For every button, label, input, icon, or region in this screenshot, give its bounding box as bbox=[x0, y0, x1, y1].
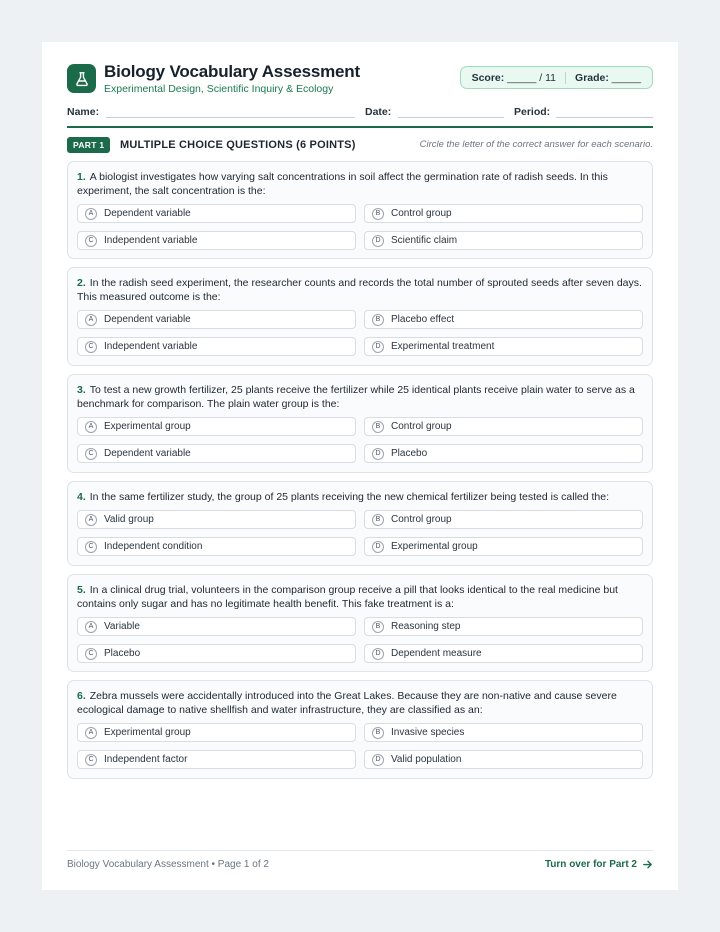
turn-over-link[interactable] bbox=[545, 859, 653, 870]
option-text: Reasoning step bbox=[391, 621, 461, 632]
question-card-6 bbox=[67, 680, 653, 779]
question-text bbox=[77, 689, 645, 717]
option-text: Dependent variable bbox=[104, 314, 191, 325]
option-text: Experimental group bbox=[104, 421, 191, 432]
option-letter: B bbox=[372, 314, 384, 326]
question-number: 6. bbox=[77, 690, 86, 702]
question-card-1 bbox=[67, 161, 653, 259]
option-text: Experimental group bbox=[104, 727, 191, 738]
score-blank: _____ / 11 bbox=[507, 71, 557, 84]
question-prompt: In a clinical drug trial, volunteers in the comparison group receive a pill that looks identical to the real medicine but contains only sugar and has no legitimate health benefit. This fake treatment is a: bbox=[77, 584, 618, 610]
option-letter: B bbox=[372, 621, 384, 633]
grade-label: Grade: bbox=[575, 71, 609, 84]
option-a[interactable] bbox=[77, 617, 356, 636]
option-text: Control group bbox=[391, 208, 452, 219]
turn-over-label: Turn over for Part 2 bbox=[544, 859, 637, 870]
option-c[interactable] bbox=[77, 644, 356, 663]
part-badge: PART 1 bbox=[67, 137, 110, 153]
option-letter: D bbox=[372, 754, 384, 766]
question-card-4 bbox=[67, 481, 653, 566]
option-letter: B bbox=[372, 208, 384, 220]
option-text: Independent condition bbox=[104, 541, 203, 552]
option-text: Dependent variable bbox=[104, 448, 191, 459]
option-letter: D bbox=[372, 341, 384, 353]
flask-icon bbox=[67, 64, 96, 93]
option-letter: B bbox=[372, 421, 384, 433]
part-instruction: Circle the letter of the correct answer for each scenario. bbox=[419, 139, 653, 150]
question-prompt: A biologist investigates how varying salt concentrations in soil affect the germination rate of radish seeds. In this experiment, the salt concentration is the: bbox=[77, 171, 608, 197]
question-number: 5. bbox=[77, 584, 86, 596]
option-letter: A bbox=[85, 727, 97, 739]
option-text: Scientific claim bbox=[391, 235, 458, 246]
date-label: Date: bbox=[365, 106, 392, 118]
question-number: 2. bbox=[77, 277, 86, 289]
option-text: Valid group bbox=[104, 514, 154, 525]
option-d[interactable] bbox=[364, 444, 643, 463]
option-text: Invasive species bbox=[391, 727, 465, 738]
option-letter: A bbox=[85, 208, 97, 220]
part-title: MULTIPLE CHOICE QUESTIONS (6 POINTS) bbox=[120, 139, 356, 151]
option-letter: B bbox=[372, 727, 384, 739]
option-letter: C bbox=[85, 341, 97, 353]
option-letter: A bbox=[85, 621, 97, 633]
option-d[interactable] bbox=[364, 537, 643, 556]
option-d[interactable] bbox=[364, 337, 643, 356]
question-prompt: To test a new growth fertilizer, 25 plants receive the fertilizer while 25 identical plants receive plain water to serve as a benchmark for comparison. The plain water group is the: bbox=[77, 384, 635, 410]
option-letter: A bbox=[85, 514, 97, 526]
question-number: 3. bbox=[77, 384, 86, 396]
period-line[interactable] bbox=[556, 117, 653, 118]
header bbox=[67, 62, 653, 102]
option-c[interactable] bbox=[77, 337, 356, 356]
question-text bbox=[77, 583, 645, 611]
footer-page-info: Biology Vocabulary Assessment • Page 1 of 2 bbox=[67, 859, 269, 870]
option-letter: A bbox=[85, 421, 97, 433]
option-text: Independent factor bbox=[104, 754, 188, 765]
option-b[interactable] bbox=[364, 510, 643, 529]
option-text: Placebo effect bbox=[391, 314, 455, 325]
option-c[interactable] bbox=[77, 444, 356, 463]
option-text: Valid population bbox=[391, 754, 462, 765]
option-d[interactable] bbox=[364, 750, 643, 769]
option-letter: C bbox=[85, 541, 97, 553]
option-a[interactable] bbox=[77, 510, 356, 529]
question-card-5 bbox=[67, 574, 653, 672]
option-letter: C bbox=[85, 448, 97, 460]
option-text: Experimental group bbox=[391, 541, 478, 552]
option-text: Variable bbox=[104, 621, 140, 632]
option-text: Placebo bbox=[391, 448, 428, 459]
option-text: Control group bbox=[391, 421, 452, 432]
option-letter: C bbox=[85, 235, 97, 247]
option-a[interactable] bbox=[77, 204, 356, 223]
arrow-right-icon bbox=[642, 859, 653, 870]
question-text bbox=[77, 170, 645, 198]
option-text: Independent variable bbox=[104, 235, 198, 246]
question-prompt: In the radish seed experiment, the researcher counts and records the total number of sprouted seeds after seven days. This measured outcome is the: bbox=[77, 277, 642, 303]
option-letter: C bbox=[85, 754, 97, 766]
option-letter: C bbox=[85, 648, 97, 660]
question-number: 4. bbox=[77, 491, 86, 503]
score-label: Score: bbox=[471, 71, 505, 84]
score-divider bbox=[565, 72, 566, 84]
option-a[interactable] bbox=[77, 723, 356, 742]
option-text: Dependent variable bbox=[104, 208, 191, 219]
question-number: 1. bbox=[77, 171, 86, 183]
option-letter: B bbox=[372, 514, 384, 526]
part-heading bbox=[67, 137, 653, 154]
question-card-3 bbox=[67, 374, 653, 473]
option-c[interactable] bbox=[77, 231, 356, 250]
option-text: Independent variable bbox=[104, 341, 198, 352]
question-text bbox=[77, 383, 645, 411]
date-line[interactable] bbox=[398, 117, 504, 118]
option-b[interactable] bbox=[364, 417, 643, 436]
option-text: Experimental treatment bbox=[391, 341, 495, 352]
option-letter: A bbox=[85, 314, 97, 326]
question-prompt: In the same fertilizer study, the group of 25 plants receiving the new chemical fertilizer being tested is called the: bbox=[89, 491, 610, 503]
option-text: Dependent measure bbox=[391, 648, 482, 659]
option-letter: D bbox=[372, 235, 384, 247]
option-text: Control group bbox=[391, 514, 452, 525]
header-divider bbox=[67, 126, 653, 128]
option-letter: D bbox=[372, 541, 384, 553]
page-subtitle: Experimental Design, Scientific Inquiry & Ecology bbox=[104, 83, 334, 95]
question-card-2 bbox=[67, 267, 653, 366]
option-d[interactable] bbox=[364, 644, 643, 663]
option-letter: D bbox=[372, 448, 384, 460]
option-a[interactable] bbox=[77, 417, 356, 436]
question-text bbox=[77, 276, 645, 304]
option-text: Placebo bbox=[104, 648, 141, 659]
period-label: Period: bbox=[514, 106, 551, 118]
option-b[interactable] bbox=[364, 723, 643, 742]
grade-blank: _____ bbox=[611, 71, 641, 84]
footer-divider bbox=[67, 850, 653, 851]
option-b[interactable] bbox=[364, 204, 643, 223]
option-b[interactable] bbox=[364, 310, 643, 329]
option-c[interactable] bbox=[77, 750, 356, 769]
option-a[interactable] bbox=[77, 310, 356, 329]
score-box bbox=[460, 66, 653, 89]
option-letter: D bbox=[372, 648, 384, 660]
option-b[interactable] bbox=[364, 617, 643, 636]
student-info-row bbox=[67, 106, 653, 120]
name-label: Name: bbox=[67, 106, 100, 118]
option-d[interactable] bbox=[364, 231, 643, 250]
question-prompt: Zebra mussels were accidentally introduced into the Great Lakes. Because they are non-native and cause severe ecological damage to native shellfish and water infrastructure, they are classified as an: bbox=[77, 690, 617, 716]
name-line[interactable] bbox=[106, 117, 355, 118]
option-c[interactable] bbox=[77, 537, 356, 556]
worksheet-page bbox=[42, 42, 678, 890]
page-title: Biology Vocabulary Assessment bbox=[104, 62, 360, 81]
question-text bbox=[77, 490, 645, 504]
